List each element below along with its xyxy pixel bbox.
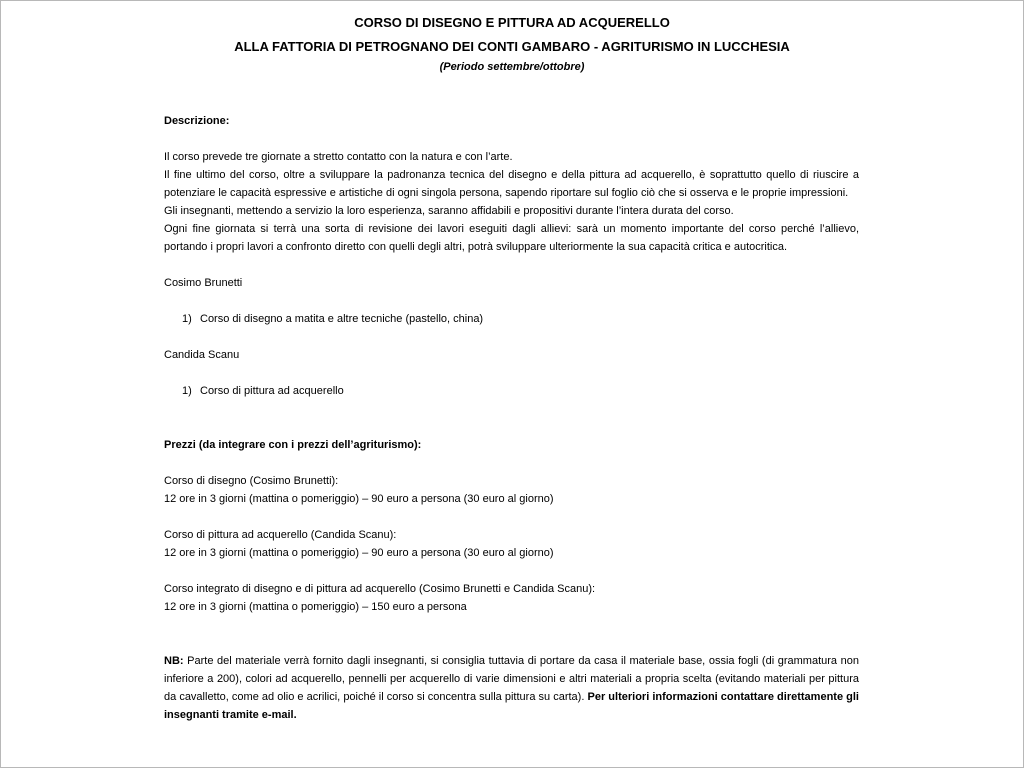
prezzi-heading: Prezzi (da integrare con i prezzi dell’agriturismo): — [164, 439, 422, 451]
course-title: Corso di pittura ad acquerello — [200, 385, 344, 397]
document-header — [0, 14, 1024, 75]
descrizione-paragraph: Il corso prevede tre giornate a stretto contatto con la natura e con l’arte. — [164, 151, 513, 163]
document-title: CORSO DI DISEGNO E PITTURA AD ACQUERELLO — [354, 15, 670, 30]
descrizione-heading: Descrizione: — [164, 115, 230, 127]
price-item-title: Corso integrato di disegno e di pittura ad acquerello (Cosimo Brunetti e Candida Scanu): — [164, 583, 596, 595]
list-item — [164, 310, 859, 328]
descrizione-paragraph: Ogni fine giornata si terrà una sorta di revisione dei lavori eseguiti dagli allievi: sarà un momento importante del corso perché l’allievo, portando i propri lavori a confronto diretto con quelli degli altri, potrà sviluppare ulteriormente la sua capacità critica e autocritica. — [164, 223, 859, 253]
nb-note — [164, 652, 859, 724]
price-item-detail: 12 ore in 3 giorni (mattina o pomeriggio) – 90 euro a persona (30 euro al giorno) — [164, 493, 554, 505]
course-title: Corso di disegno a matita e altre tecniche (pastello, china) — [200, 313, 484, 325]
document-title-line2: ALLA FATTORIA DI PETROGNANO DEI CONTI GAMBARO - AGRITURISMO IN LUCCHESIA — [234, 39, 790, 54]
price-item-title: Corso di pittura ad acquerello (Candida Scanu): — [164, 529, 397, 541]
price-item-title: Corso di disegno (Cosimo Brunetti): — [164, 475, 339, 487]
descrizione-paragraph: Gli insegnanti, mettendo a servizio la loro esperienza, saranno affidabili e propositivi durante l’intera durata del corso. — [164, 205, 734, 217]
list-item — [164, 382, 859, 400]
descrizione-paragraph: Il fine ultimo del corso, oltre a sviluppare la padronanza tecnica del disegno e della pittura ad acquerello, è soprattutto quello di riuscire a potenziare le capacità espressive e artistiche di ogni singola persona, sapendo riportare sul foglio ciò che si osserva e le proprie impressioni. — [164, 169, 859, 199]
price-item-detail: 12 ore in 3 giorni (mattina o pomeriggio) – 90 euro a persona (30 euro al giorno) — [164, 547, 554, 559]
teacher-name: Candida Scanu — [164, 349, 240, 361]
nb-contact-note: Per ulteriori informazioni contattare direttamente gli insegnanti tramite e-mail. — [164, 691, 859, 721]
nb-text: Parte del materiale verrà fornito dagli insegnanti, si consiglia tuttavia di portare da casa il materiale base, ossia fogli (di grammatura non inferiore a 200), colori ad acquerello, pennelli per acquerello di varie dimensioni e altri materiali a propria scelta (evitando materiali per pittura da cavalletto, come ad olio e acrilici, poiché il corso si concentra sulla pittura su carta). — [164, 655, 859, 703]
nb-label: NB: — [164, 655, 184, 667]
list-number: 1) — [182, 385, 192, 397]
price-item-detail: 12 ore in 3 giorni (mattina o pomeriggio) – 150 euro a persona — [164, 601, 467, 613]
teacher-name: Cosimo Brunetti — [164, 277, 243, 289]
document-subtitle: (Periodo settembre/ottobre) — [439, 61, 585, 73]
document-body — [164, 112, 859, 724]
list-number: 1) — [182, 313, 192, 325]
